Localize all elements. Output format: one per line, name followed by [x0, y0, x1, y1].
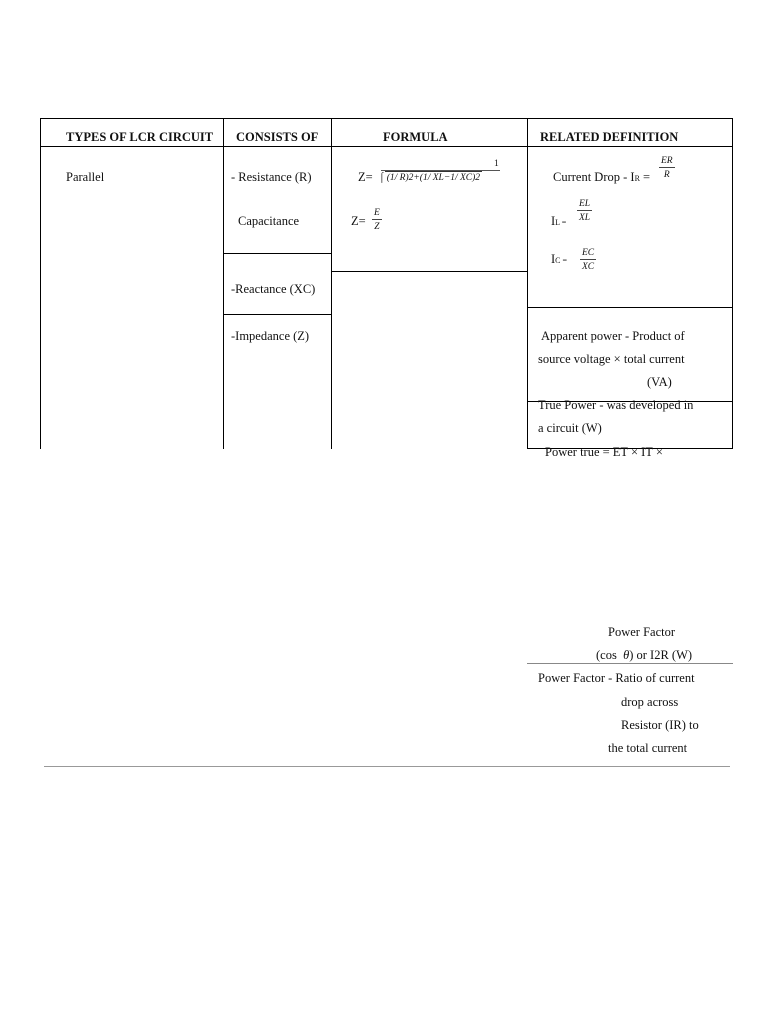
- def-ic: [551, 252, 567, 267]
- def-current-drop-bar: [659, 167, 675, 168]
- power-factor-rest: ) or I2R (W): [629, 648, 693, 662]
- col-divider-2: [223, 118, 224, 449]
- sqrt-symbol-icon: ⌠: [379, 173, 385, 183]
- formula2-lhs: Z=: [351, 214, 366, 228]
- circuit-type: Parallel: [66, 170, 105, 184]
- col-divider-4: [527, 118, 528, 449]
- power-factor-formula: [596, 648, 692, 663]
- def-current-drop-denominator: R: [663, 170, 670, 180]
- def-current-drop-fraction: [659, 156, 675, 180]
- def-ic-eq: =: [560, 256, 568, 265]
- consists-resistance: - Resistance (R): [231, 170, 312, 184]
- def-il-numerator: EL: [579, 199, 591, 209]
- formula1-sqrt: [379, 171, 482, 183]
- def-true-power-line1: True Power - was developed in: [538, 398, 694, 412]
- def-ic-fraction: [580, 248, 596, 272]
- power-factor-title: Power Factor: [608, 625, 675, 639]
- consists-impedance: -Impedance (Z): [231, 329, 310, 343]
- def-true-power-line2: a circuit (W): [538, 421, 602, 435]
- def-ic-sub: C: [555, 256, 561, 265]
- col-divider-3: [331, 118, 332, 449]
- theta-symbol: θ: [623, 648, 630, 662]
- def-current-drop-sub: R: [634, 174, 640, 183]
- formula2-fraction: [372, 208, 382, 232]
- header-definition: RELATED DEFINITION: [540, 130, 679, 144]
- formula2-denominator: Z: [374, 222, 380, 232]
- formula2-bar: [372, 219, 382, 220]
- formula-row-divider: [331, 271, 527, 272]
- consists-row-divider-2: [223, 314, 331, 315]
- def-current-drop-eq: =: [639, 170, 651, 184]
- def-true-power-line3: Power true = ET × IT ×: [545, 445, 663, 459]
- def-ic-denominator: XC: [582, 262, 595, 272]
- def-ic-numerator: EC: [582, 248, 595, 258]
- def-il-fraction: [577, 199, 592, 223]
- header-formula: FORMULA: [383, 130, 448, 144]
- formula1-lhs: Z=: [358, 170, 373, 184]
- def-current-drop-text: Current Drop - I: [553, 170, 635, 184]
- def-ic-bar: [580, 259, 596, 260]
- def-apparent-power-line2: source voltage × total current: [538, 352, 685, 366]
- col-divider-1: [40, 118, 41, 449]
- power-factor-def-line2: drop across: [621, 695, 679, 709]
- definition-row-divider-1: [527, 307, 732, 308]
- consists-reactance: -Reactance (XC): [231, 282, 316, 296]
- header-bottom-border: [40, 146, 733, 147]
- power-factor-def-line4: the total current: [608, 741, 688, 755]
- power-factor-def-line1: Power Factor - Ratio of current: [538, 671, 695, 685]
- def-il-sub: L: [555, 218, 560, 227]
- consists-row-divider-1: [223, 253, 331, 254]
- header-types: TYPES OF LCR CIRCUIT: [66, 130, 214, 144]
- def-apparent-power-line3: (VA): [647, 375, 672, 389]
- def-il-text: I: [551, 214, 556, 228]
- def-il-bar: [577, 210, 592, 211]
- def-current-drop: [553, 170, 650, 185]
- table-top-border: [40, 118, 733, 119]
- def-apparent-power-line1: Apparent power - Product of: [541, 329, 685, 343]
- formula2-numerator: E: [374, 208, 380, 218]
- power-factor-cos: (cos: [596, 648, 617, 662]
- def-il-denominator: XL: [579, 213, 591, 223]
- continuation-divider: [527, 663, 733, 664]
- formula1-numerator: 1: [494, 159, 499, 169]
- consists-capacitance: Capacitance: [238, 214, 300, 228]
- col-divider-5: [732, 118, 733, 449]
- formula1-radicand: (1/ R)2+(1/ XL−1/ XC)2: [386, 173, 481, 183]
- def-current-drop-numerator: ER: [661, 156, 673, 166]
- power-factor-def-line3: Resistor (IR) to: [621, 718, 699, 732]
- def-ic-text: I: [551, 252, 556, 266]
- def-il-eq: =: [559, 218, 567, 227]
- header-consists: CONSISTS OF: [236, 130, 319, 144]
- bottom-rule: [44, 766, 730, 767]
- def-il: [551, 214, 566, 229]
